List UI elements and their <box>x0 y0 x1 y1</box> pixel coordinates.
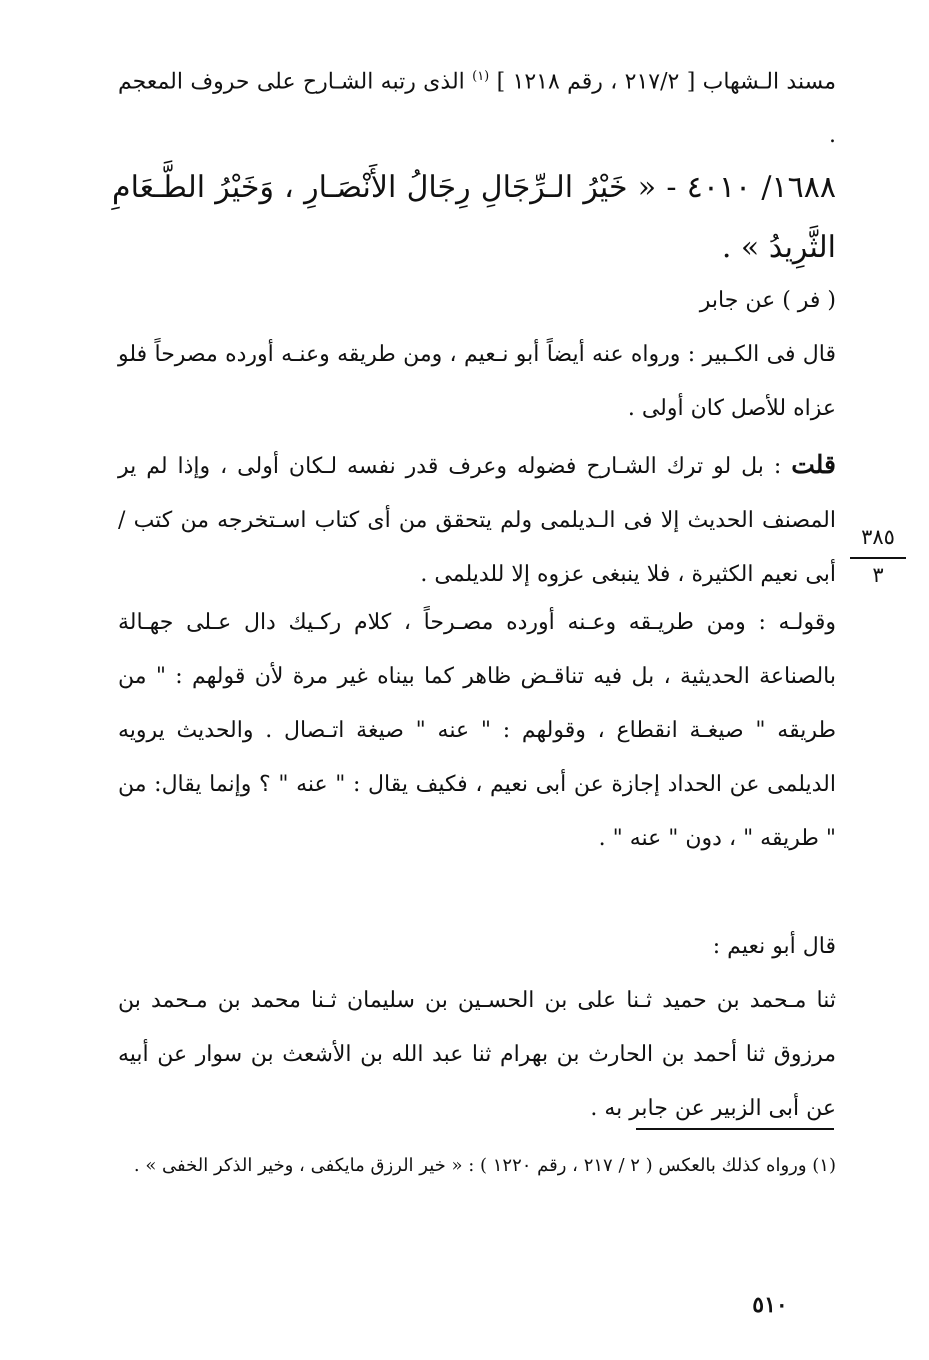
footnote-text: (١) ورواه كذلك بالعكس ( ٢ / ٢١٧ ، رقم ١٢٢٠ ) : « خير الرزق مايكفى ، وخير الذكر الخفى » . <box>133 1155 836 1176</box>
commentary-source <box>118 274 836 436</box>
hadith-text <box>112 158 836 278</box>
qultu-paragraph <box>118 438 836 602</box>
arrangement-note: الذى رتبه الشـارح على حروف المعجم . <box>118 69 836 149</box>
source-attribution: ( فر ) عن جابر <box>699 288 836 313</box>
qultu-text: : بل لو ترك الشـارح فضوله وعرف قدر نفسه لـكان أولى ، وإذا لم ير المصنف الحديث إلا فى الـديلمى ولم يتحقق من أى كتاب اسـتخرجه من كتب /أبى نعيم الكثيرة ، فلا ينبغى عزوه إلا للديلمى . <box>118 454 836 587</box>
footnote-divider <box>636 1128 834 1130</box>
critique-paragraph <box>118 596 836 866</box>
isnad-chain: ثنا مـحمد بن حميد ثـنا على بن الحسـين بن سليمان ثـنا محمد بن مـحمد بن مرزوق ثنا أحمد بن الحارث بن بهرام ثنا عبد الله بن الأشعث بن سوار عن أبيه عن أبى الزبير عن جابر به . <box>118 988 836 1121</box>
margin-volume-page: ٣٨٥ <box>861 525 895 549</box>
kabir-quote: قال فى الكـبير : ورواه عنه أيضاً أبو نـعيم ، ومن طريقه وعنـه أورده مصرحاً فلو عزاه للأصل كان أولى . <box>118 342 836 421</box>
critique-text: وقولـه : ومن طريـقه وعـنه أورده مصـرحاً ، كلام ركـيك دال عـلى جهـالة بالصناعة الحديثية ، بل فيه تناقـض ظاهر كما بيناه غير مرة لأن قولهم : " من طريقه " صيغـة انقطاع ، وقولهم : " عنه " صيغة اتـصال . والحديث يرويه الديلمى عن الحداد إجازة عن أبى نعيم ، فكيف يقال : " عنه " ؟ وإنما يقال: من " طريقه " ، دون " عنه " . <box>118 610 836 851</box>
opening-paragraph <box>118 50 836 163</box>
margin-reference <box>848 523 908 589</box>
hadith-line: ١٦٨٨/ ٤٠١٠ - « خَيْرُ الـرِّجَالِ رِجَالُ الأَنْصَـارِ ، وَخَيْرُ الطَّـعَامِ الثَّرِيدُ » . <box>112 170 836 265</box>
source-reference-line <box>118 50 836 163</box>
footnote-marker: (١) <box>472 69 490 84</box>
page-number: ٥١٠ <box>752 1292 788 1318</box>
footnote <box>118 1144 836 1188</box>
musnad-reference: مسند الـشهاب [ ٢١٧/٢ ، رقم ١٢١٨ ] <box>489 69 836 95</box>
author-response <box>118 438 836 602</box>
qultu-heading: قلت <box>791 450 836 479</box>
isnad-intro: قال أبو نعيم : <box>712 934 836 959</box>
isnad-section <box>118 920 836 1136</box>
margin-volume-number: ٣ <box>872 563 884 587</box>
margin-divider <box>850 557 906 559</box>
